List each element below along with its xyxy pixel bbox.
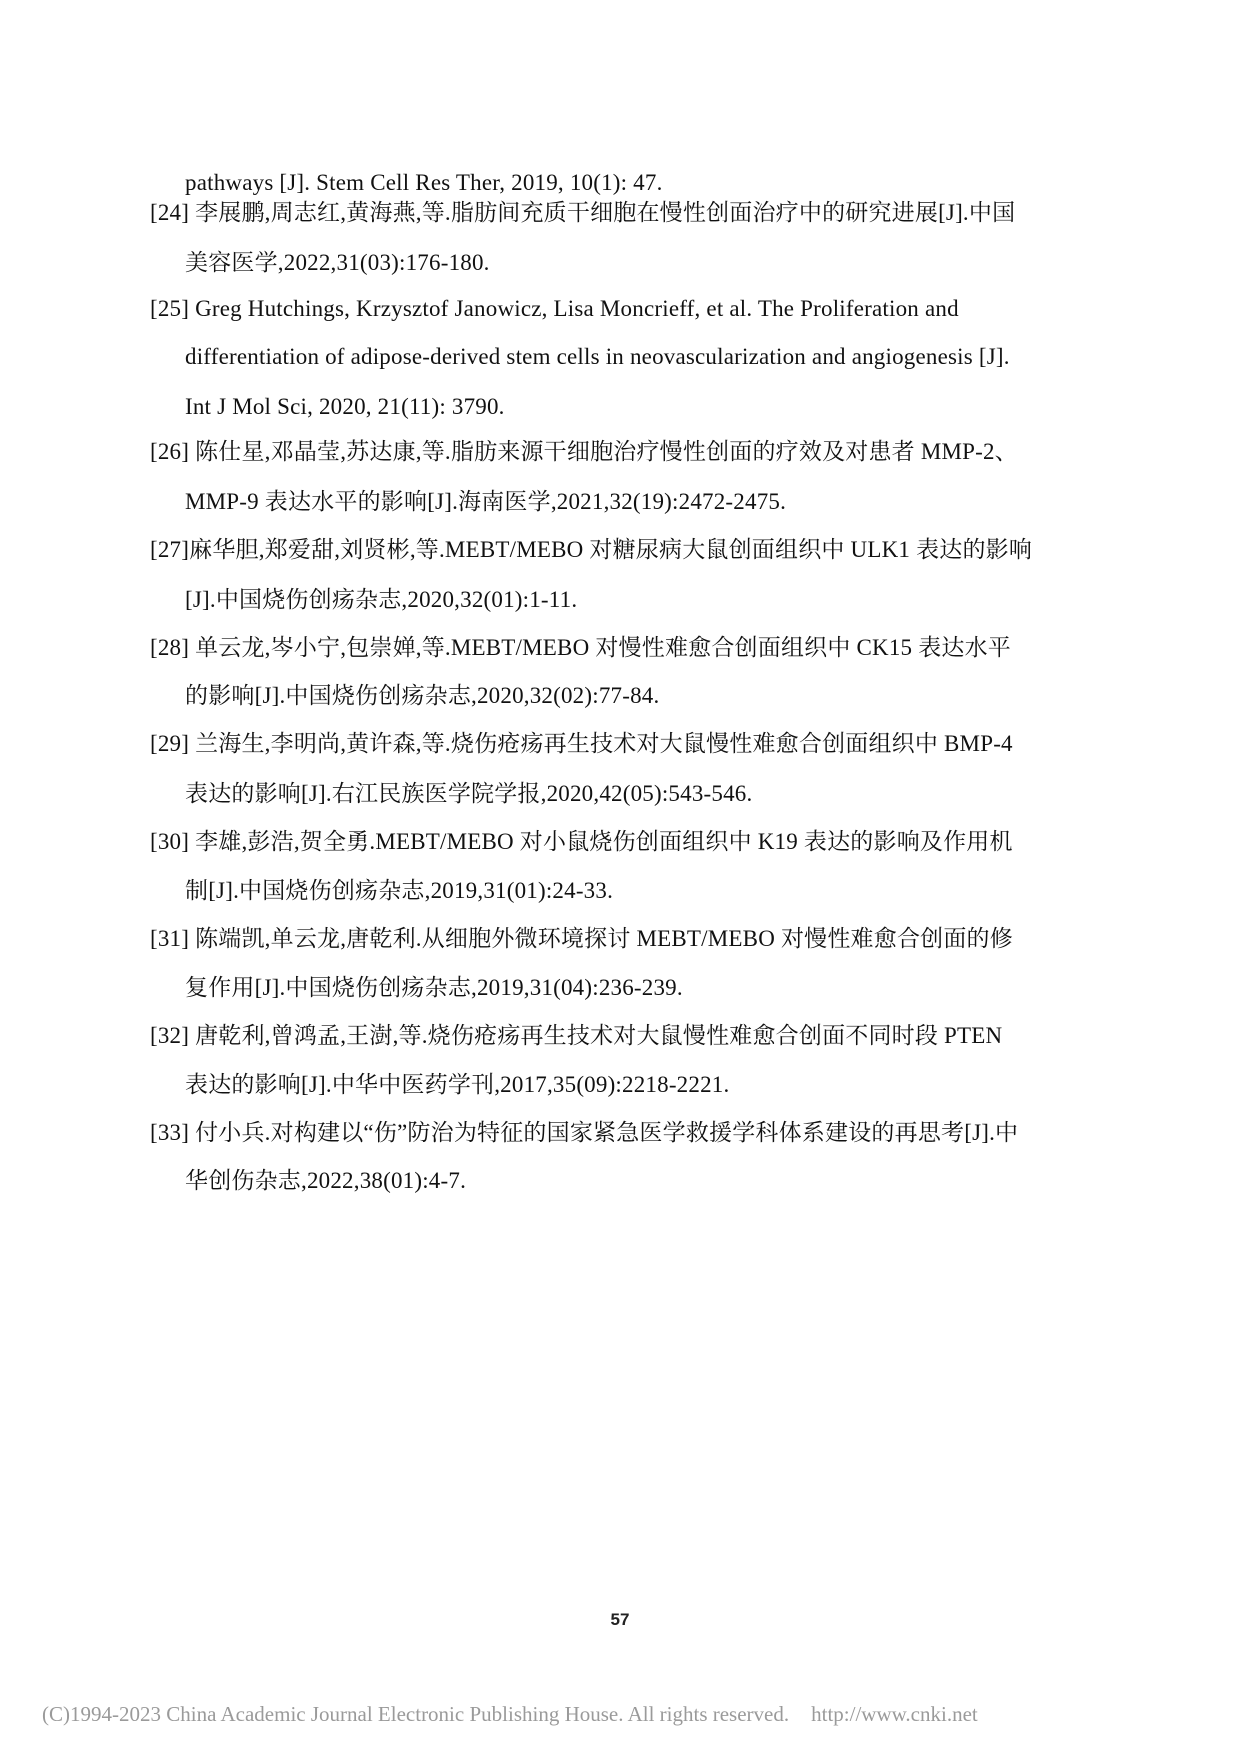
reference-line: Int J Mol Sci, 2020, 21(11): 3790.	[185, 394, 505, 419]
reference-line: 复作用[J].中国烧伤创疡杂志,2019,31(04):236-239.	[185, 975, 683, 1000]
reference-line: [27]麻华胆,郑爱甜,刘贤彬,等.MEBT/MEBO 对糖尿病大鼠创面组织中 ULK1 表达的影响	[150, 537, 1033, 562]
reference-line: 的影响[J].中国烧伤创疡杂志,2020,32(02):77-84.	[185, 683, 660, 708]
reference-line: 华创伤杂志,2022,38(01):4-7.	[185, 1168, 467, 1193]
copyright-text: (C)1994-2023 China Academic Journal Electronic Publishing House. All rights reserved.	[42, 1702, 790, 1726]
page-number: 57	[610, 1610, 630, 1629]
reference-line: [33] 付小兵.对构建以“伤”防治为特征的国家紧急医学救援学科体系建设的再思考[J].中	[150, 1120, 1019, 1145]
copyright-footer	[42, 1702, 978, 1727]
reference-line: pathways [J]. Stem Cell Res Ther, 2019, 10(1): 47.	[185, 170, 663, 195]
reference-line: [24] 李展鹏,周志红,黄海燕,等.脂肪间充质干细胞在慢性创面治疗中的研究进展[J].中国	[150, 200, 1016, 225]
reference-line: [30] 李雄,彭浩,贺全勇.MEBT/MEBO 对小鼠烧伤创面组织中 K19 表达的影响及作用机	[150, 829, 1013, 854]
reference-line: 美容医学,2022,31(03):176-180.	[185, 250, 490, 275]
reference-line: [31] 陈端凯,单云龙,唐乾利.从细胞外微环境探讨 MEBT/MEBO 对慢性难愈合创面的修	[150, 926, 1013, 951]
reference-line: 表达的影响[J].中华中医药学刊,2017,35(09):2218-2221.	[185, 1072, 730, 1097]
reference-line: 制[J].中国烧伤创疡杂志,2019,31(01):24-33.	[185, 878, 614, 903]
reference-line: [25] Greg Hutchings, Krzysztof Janowicz, Lisa Moncrieff, et al. The Proliferation and	[150, 296, 959, 321]
reference-line: differentiation of adipose-derived stem cells in neovascularization and angiogenesis [J].	[185, 344, 1010, 369]
reference-line: [26] 陈仕星,邓晶莹,苏达康,等.脂肪来源干细胞治疗慢性创面的疗效及对患者 MMP-2、	[150, 439, 1018, 464]
reference-line: [28] 单云龙,岑小宁,包崇婵,等.MEBT/MEBO 对慢性难愈合创面组织中 CK15 表达水平	[150, 635, 1011, 660]
reference-line: [J].中国烧伤创疡杂志,2020,32(01):1-11.	[185, 587, 578, 612]
reference-line: [32] 唐乾利,曾鸿孟,王澍,等.烧伤疮疡再生技术对大鼠慢性难愈合创面不同时段 PTEN	[150, 1023, 1003, 1048]
reference-line: [29] 兰海生,李明尚,黄许森,等.烧伤疮疡再生技术对大鼠慢性难愈合创面组织中 BMP-4	[150, 731, 1013, 756]
footer-url-link[interactable]: http://www.cnki.net	[811, 1702, 978, 1726]
reference-line: 表达的影响[J].右江民族医学院学报,2020,42(05):543-546.	[185, 781, 753, 806]
reference-line: MMP-9 表达水平的影响[J].海南医学,2021,32(19):2472-2475.	[185, 489, 787, 514]
